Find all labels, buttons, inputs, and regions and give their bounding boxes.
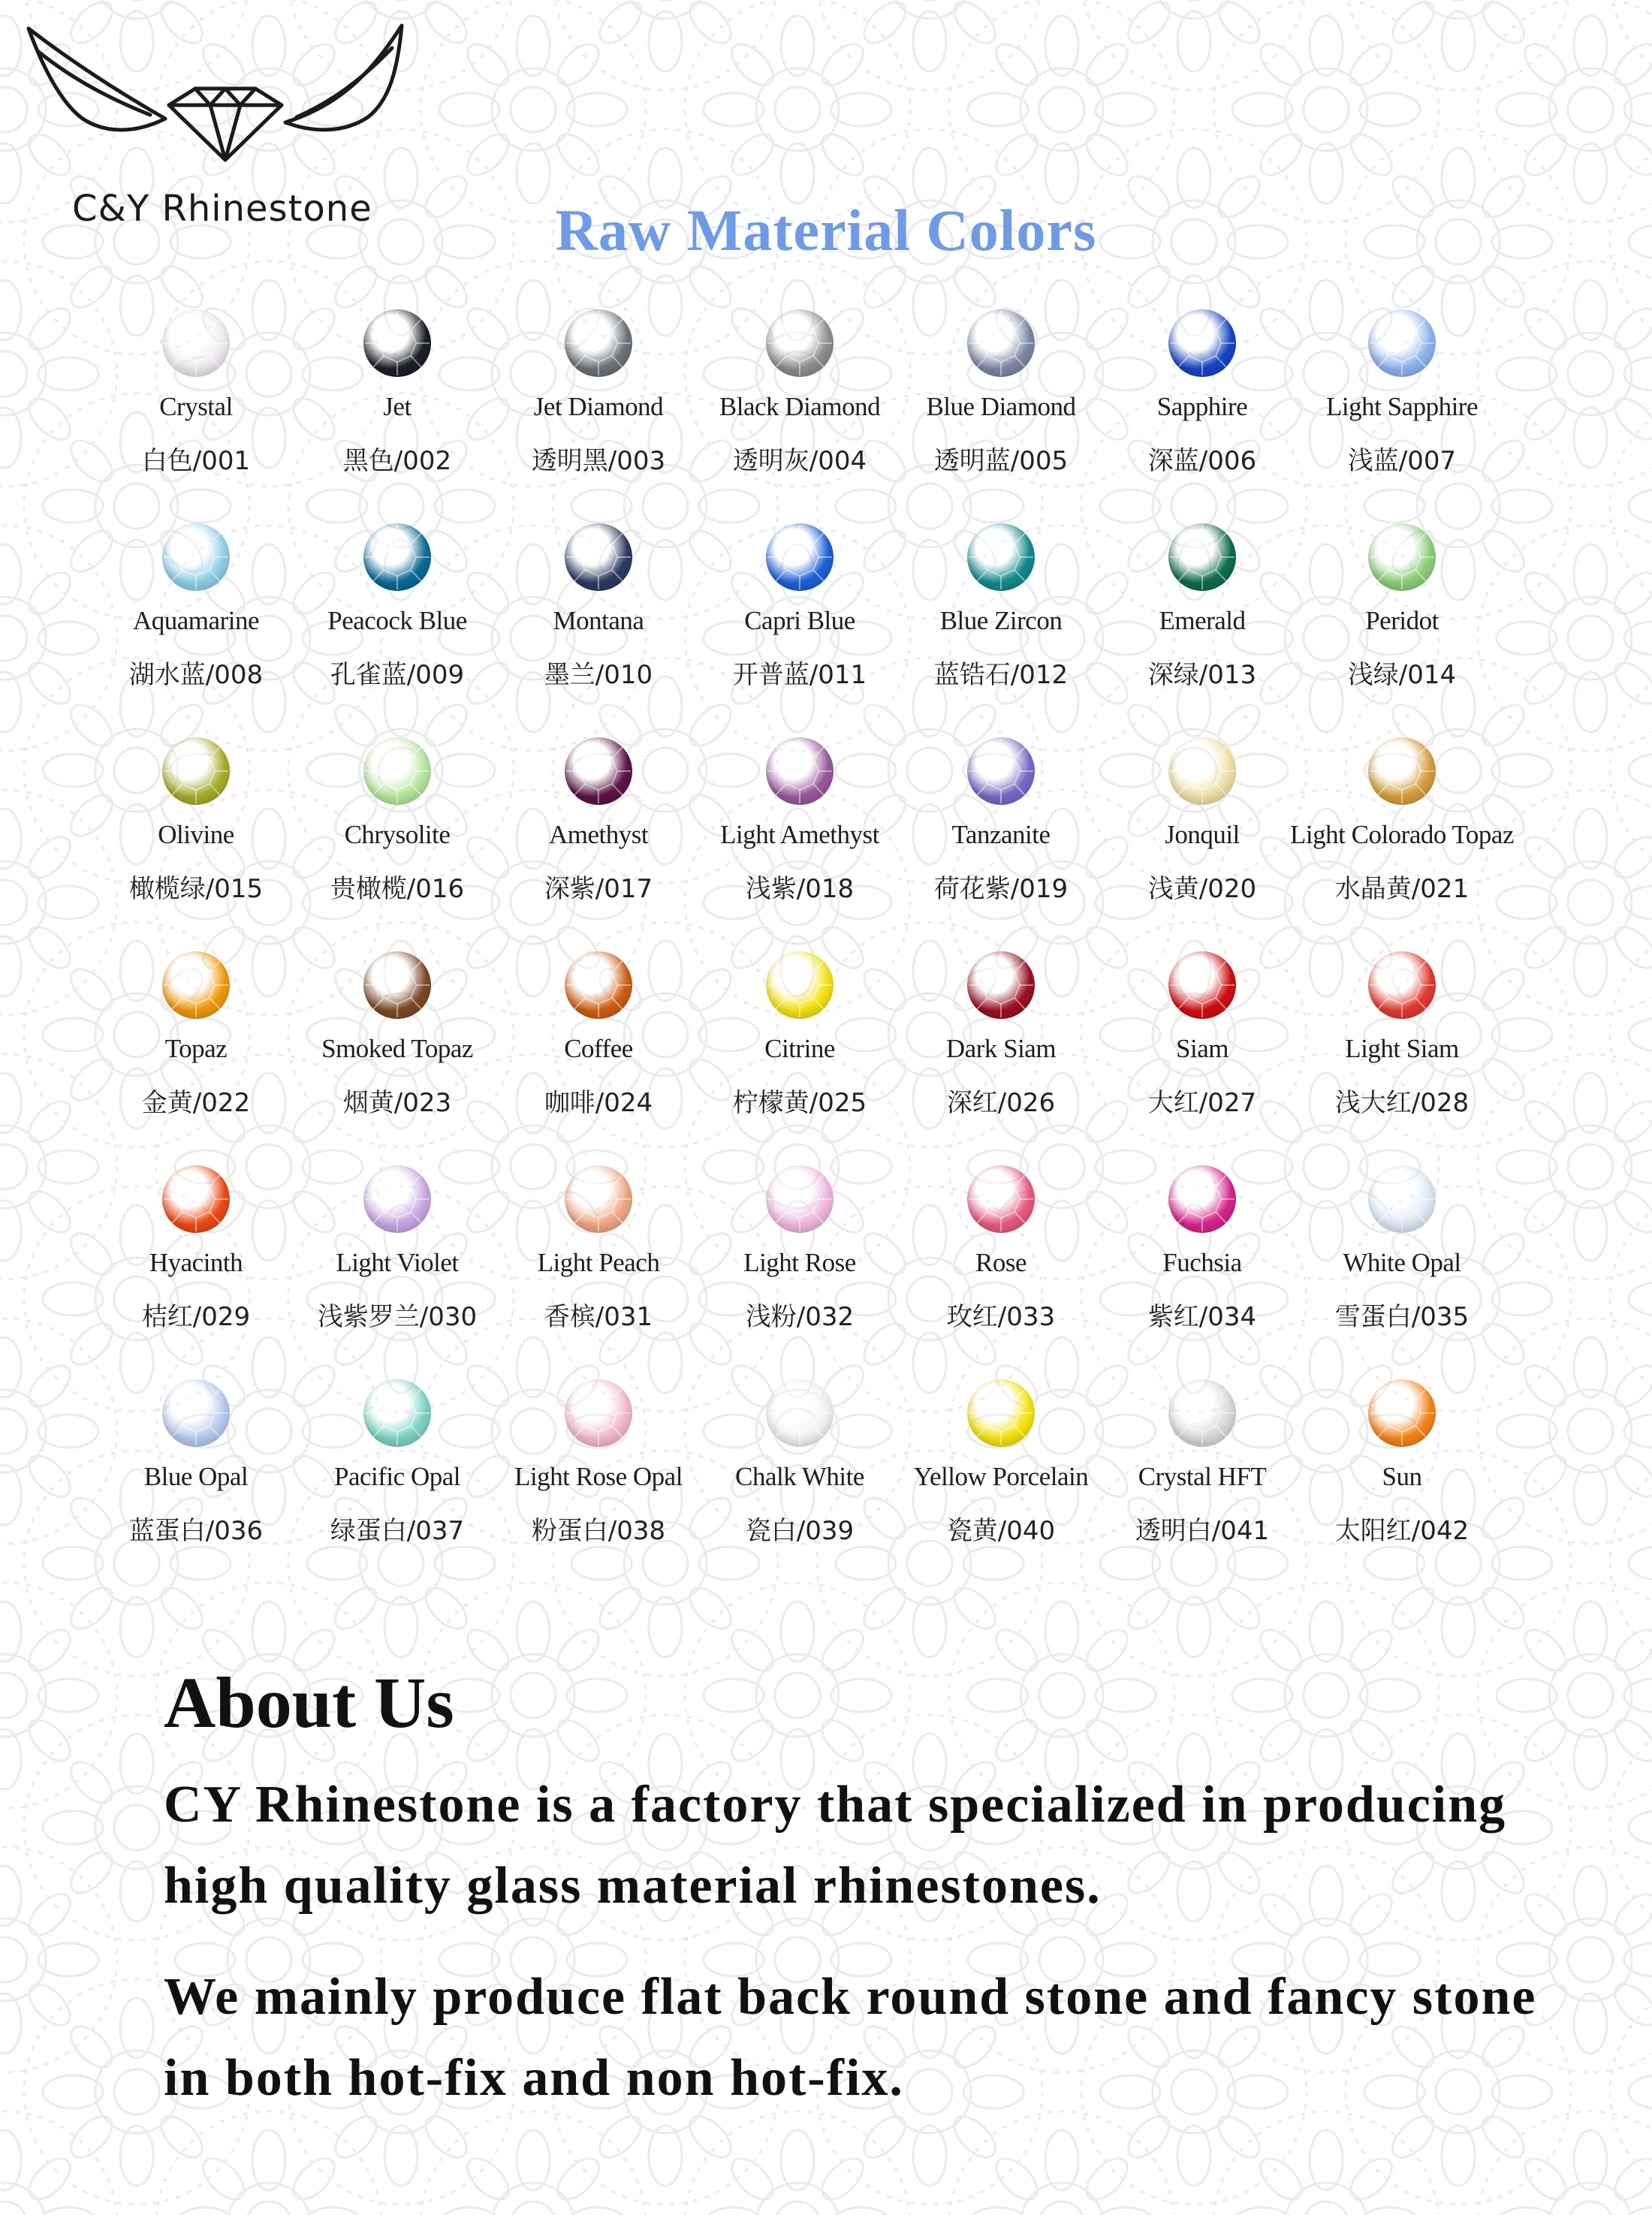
rhinestone-swatch [1168, 1165, 1236, 1233]
color-item [1293, 1159, 1511, 1373]
color-name: Olivine [158, 820, 234, 849]
color-item [87, 517, 305, 731]
color-code: 玫红/033 [946, 1302, 1056, 1332]
rhinestone-swatch [766, 523, 834, 591]
color-name: Jet Diamond [533, 392, 664, 421]
rhinestone-swatch [766, 309, 834, 377]
color-name: Light Sapphire [1326, 392, 1478, 421]
rhinestone-swatch [363, 1165, 431, 1233]
rhinestone-swatch [967, 951, 1035, 1019]
color-item [87, 731, 305, 945]
winged-diamond-icon [23, 21, 413, 186]
color-name: Jonquil [1165, 820, 1240, 849]
rhinestone-swatch [766, 737, 834, 805]
about-title: About Us [164, 1662, 454, 1743]
color-item [892, 517, 1110, 731]
color-item [87, 1373, 305, 1587]
color-code: 透明灰/004 [732, 446, 867, 476]
rhinestone-swatch [162, 737, 230, 805]
color-code: 深紫/017 [544, 874, 653, 904]
color-code: 孔雀蓝/009 [330, 660, 465, 690]
rhinestone-swatch [565, 951, 632, 1019]
color-code: 白色/001 [141, 446, 251, 476]
rhinestone-swatch [162, 1379, 230, 1447]
rhinestone-swatch [766, 951, 834, 1019]
color-code: 瓷白/039 [745, 1516, 855, 1546]
rhinestone-swatch [363, 951, 431, 1019]
color-item [490, 303, 707, 517]
rhinestone-swatch [1368, 523, 1436, 591]
color-name: Yellow Porcelain [913, 1462, 1089, 1491]
color-item [1293, 1373, 1511, 1587]
rhinestone-swatch [565, 1379, 632, 1447]
color-name: Peridot [1365, 606, 1439, 635]
color-name: Aquamarine [133, 606, 259, 635]
color-item [288, 303, 506, 517]
color-name: Smoked Topaz [321, 1034, 473, 1063]
rhinestone-swatch [363, 737, 431, 805]
rhinestone-swatch [967, 1165, 1035, 1233]
rhinestone-swatch [565, 737, 632, 805]
rhinestone-swatch [1368, 1379, 1436, 1447]
color-code: 开普蓝/011 [732, 660, 867, 690]
page-title: Raw Material Colors [555, 197, 1097, 263]
color-name: Crystal HFT [1138, 1462, 1267, 1491]
rhinestone-swatch [1368, 951, 1436, 1019]
color-code: 浅大红/028 [1334, 1088, 1470, 1118]
color-name: Peacock Blue [327, 606, 467, 635]
color-code: 荷花紫/019 [933, 874, 1069, 904]
color-item [892, 1159, 1110, 1373]
rhinestone-swatch [967, 309, 1035, 377]
rhinestone-swatch [162, 951, 230, 1019]
color-name: Light Colorado Topaz [1290, 820, 1514, 849]
color-code: 柠檬黄/025 [732, 1088, 867, 1118]
color-name: Blue Diamond [926, 392, 1076, 421]
color-item [490, 1373, 707, 1587]
rhinestone-swatch [363, 1379, 431, 1447]
color-code: 深红/026 [946, 1088, 1056, 1118]
color-code: 桔红/029 [141, 1302, 251, 1332]
rhinestone-swatch [162, 523, 230, 591]
color-item [288, 1159, 506, 1373]
color-item [288, 731, 506, 945]
color-name: Light Siam [1345, 1034, 1459, 1063]
color-name: Topaz [164, 1034, 228, 1063]
color-code: 透明黑/003 [531, 446, 666, 476]
color-code: 香槟/031 [544, 1302, 653, 1332]
color-name: Sapphire [1156, 392, 1248, 421]
color-code: 粉蛋白/038 [531, 1516, 666, 1546]
color-name: Light Violet [336, 1248, 459, 1277]
rhinestone-swatch [1168, 1379, 1236, 1447]
about-paragraph-1: CY Rhinestone is a factory that specialized in producing high quality glass material rhinestones. [164, 1776, 1507, 1915]
color-code: 浅绿/014 [1347, 660, 1457, 690]
color-item [288, 517, 506, 731]
rhinestone-swatch [967, 523, 1035, 591]
color-name: Crystal [159, 392, 233, 421]
color-code: 太阳红/042 [1334, 1516, 1470, 1546]
color-code: 浅紫罗兰/030 [317, 1302, 478, 1332]
color-code: 大红/027 [1147, 1088, 1257, 1118]
color-code: 墨兰/010 [544, 660, 653, 690]
brand-name: C&Y Rhinestone [72, 188, 372, 230]
rhinestone-swatch [162, 1165, 230, 1233]
color-item [691, 945, 909, 1159]
color-name: White Opal [1343, 1248, 1461, 1277]
color-name: Blue Opal [143, 1462, 249, 1491]
color-name: Capri Blue [744, 606, 855, 635]
color-name: Black Diamond [719, 392, 881, 421]
rhinestone-swatch [1368, 737, 1436, 805]
rhinestone-swatch [1368, 309, 1436, 377]
color-item [87, 1159, 305, 1373]
color-name: Chalk White [735, 1462, 864, 1491]
rhinestone-swatch [1168, 951, 1236, 1019]
color-item [892, 303, 1110, 517]
color-code: 透明蓝/005 [933, 446, 1069, 476]
color-item [892, 1373, 1110, 1587]
color-code: 深蓝/006 [1147, 446, 1257, 476]
color-name: Siam [1176, 1034, 1228, 1063]
color-code: 蓝蛋白/036 [128, 1516, 264, 1546]
color-code: 透明白/041 [1135, 1516, 1270, 1546]
color-name: Light Rose [743, 1248, 856, 1277]
rhinestone-swatch [565, 523, 632, 591]
color-item [490, 731, 707, 945]
color-name: Light Peach [537, 1248, 660, 1277]
rhinestone-swatch [1168, 309, 1236, 377]
rhinestone-swatch [565, 1165, 632, 1233]
color-name: Fuchsia [1162, 1248, 1242, 1277]
color-name: Citrine [764, 1034, 835, 1063]
color-code: 浅蓝/007 [1347, 446, 1457, 476]
rhinestone-swatch [766, 1379, 834, 1447]
color-name: Montana [553, 606, 644, 635]
color-code: 水晶黄/021 [1334, 874, 1470, 904]
color-name: Coffee [564, 1034, 633, 1063]
color-code: 雪蛋白/035 [1334, 1302, 1470, 1332]
brand-logo [23, 21, 413, 230]
color-item [691, 731, 909, 945]
color-name: Sun [1382, 1462, 1422, 1491]
color-code: 紫红/034 [1147, 1302, 1257, 1332]
color-code: 咖啡/024 [544, 1088, 653, 1118]
color-code: 烟黄/023 [342, 1088, 452, 1118]
rhinestone-swatch [363, 523, 431, 591]
color-name: Dark Siam [945, 1034, 1057, 1063]
color-item [490, 1159, 707, 1373]
color-name: Jet [383, 392, 411, 421]
color-name: Hyacinth [149, 1248, 243, 1277]
rhinestone-swatch [967, 1379, 1035, 1447]
color-item [87, 945, 305, 1159]
rhinestone-swatch [766, 1165, 834, 1233]
color-item [490, 945, 707, 1159]
color-code: 黑色/002 [342, 446, 452, 476]
color-name: Tanzanite [951, 820, 1051, 849]
color-code: 瓷黄/040 [946, 1516, 1056, 1546]
color-name: Light Rose Opal [514, 1462, 683, 1491]
color-code: 蓝锆石/012 [933, 660, 1069, 690]
color-item [1293, 945, 1511, 1159]
color-item [87, 303, 305, 517]
color-item [691, 303, 909, 517]
about-paragraph-2: We mainly produce flat back round stone and fancy stone in both hot-fix and non hot-fix. [164, 1968, 1537, 2107]
color-item [691, 1159, 909, 1373]
color-item [1290, 731, 1514, 945]
rhinestone-swatch [162, 309, 230, 377]
color-code: 浅黄/020 [1147, 874, 1257, 904]
color-code: 橄榄绿/015 [128, 874, 264, 904]
color-item [1293, 303, 1511, 517]
color-item [691, 517, 909, 731]
rhinestone-swatch [967, 737, 1035, 805]
rhinestone-swatch [565, 309, 632, 377]
color-code: 浅粉/032 [745, 1302, 855, 1332]
color-item [1293, 517, 1511, 731]
rhinestone-swatch [1368, 1165, 1436, 1233]
color-item [892, 731, 1110, 945]
color-name: Pacific Opal [334, 1462, 460, 1491]
color-code: 绿蛋白/037 [330, 1516, 465, 1546]
color-item [490, 517, 707, 731]
color-name: Rose [975, 1248, 1026, 1277]
color-name: Chrysolite [344, 820, 451, 849]
color-item [288, 1373, 506, 1587]
color-code: 金黄/022 [141, 1088, 251, 1118]
color-item [691, 1373, 909, 1587]
color-code: 贵橄榄/016 [330, 874, 465, 904]
color-item [892, 945, 1110, 1159]
color-code: 深绿/013 [1147, 660, 1257, 690]
color-name: Emerald [1159, 606, 1246, 635]
color-name: Light Amethyst [720, 820, 879, 849]
rhinestone-swatch [1168, 737, 1236, 805]
color-item [288, 945, 506, 1159]
color-name: Blue Zircon [939, 606, 1063, 635]
color-name: Amethyst [548, 820, 649, 849]
rhinestone-swatch [363, 309, 431, 377]
color-code: 湖水蓝/008 [128, 660, 264, 690]
rhinestone-swatch [1168, 523, 1236, 591]
color-code: 浅紫/018 [745, 874, 855, 904]
